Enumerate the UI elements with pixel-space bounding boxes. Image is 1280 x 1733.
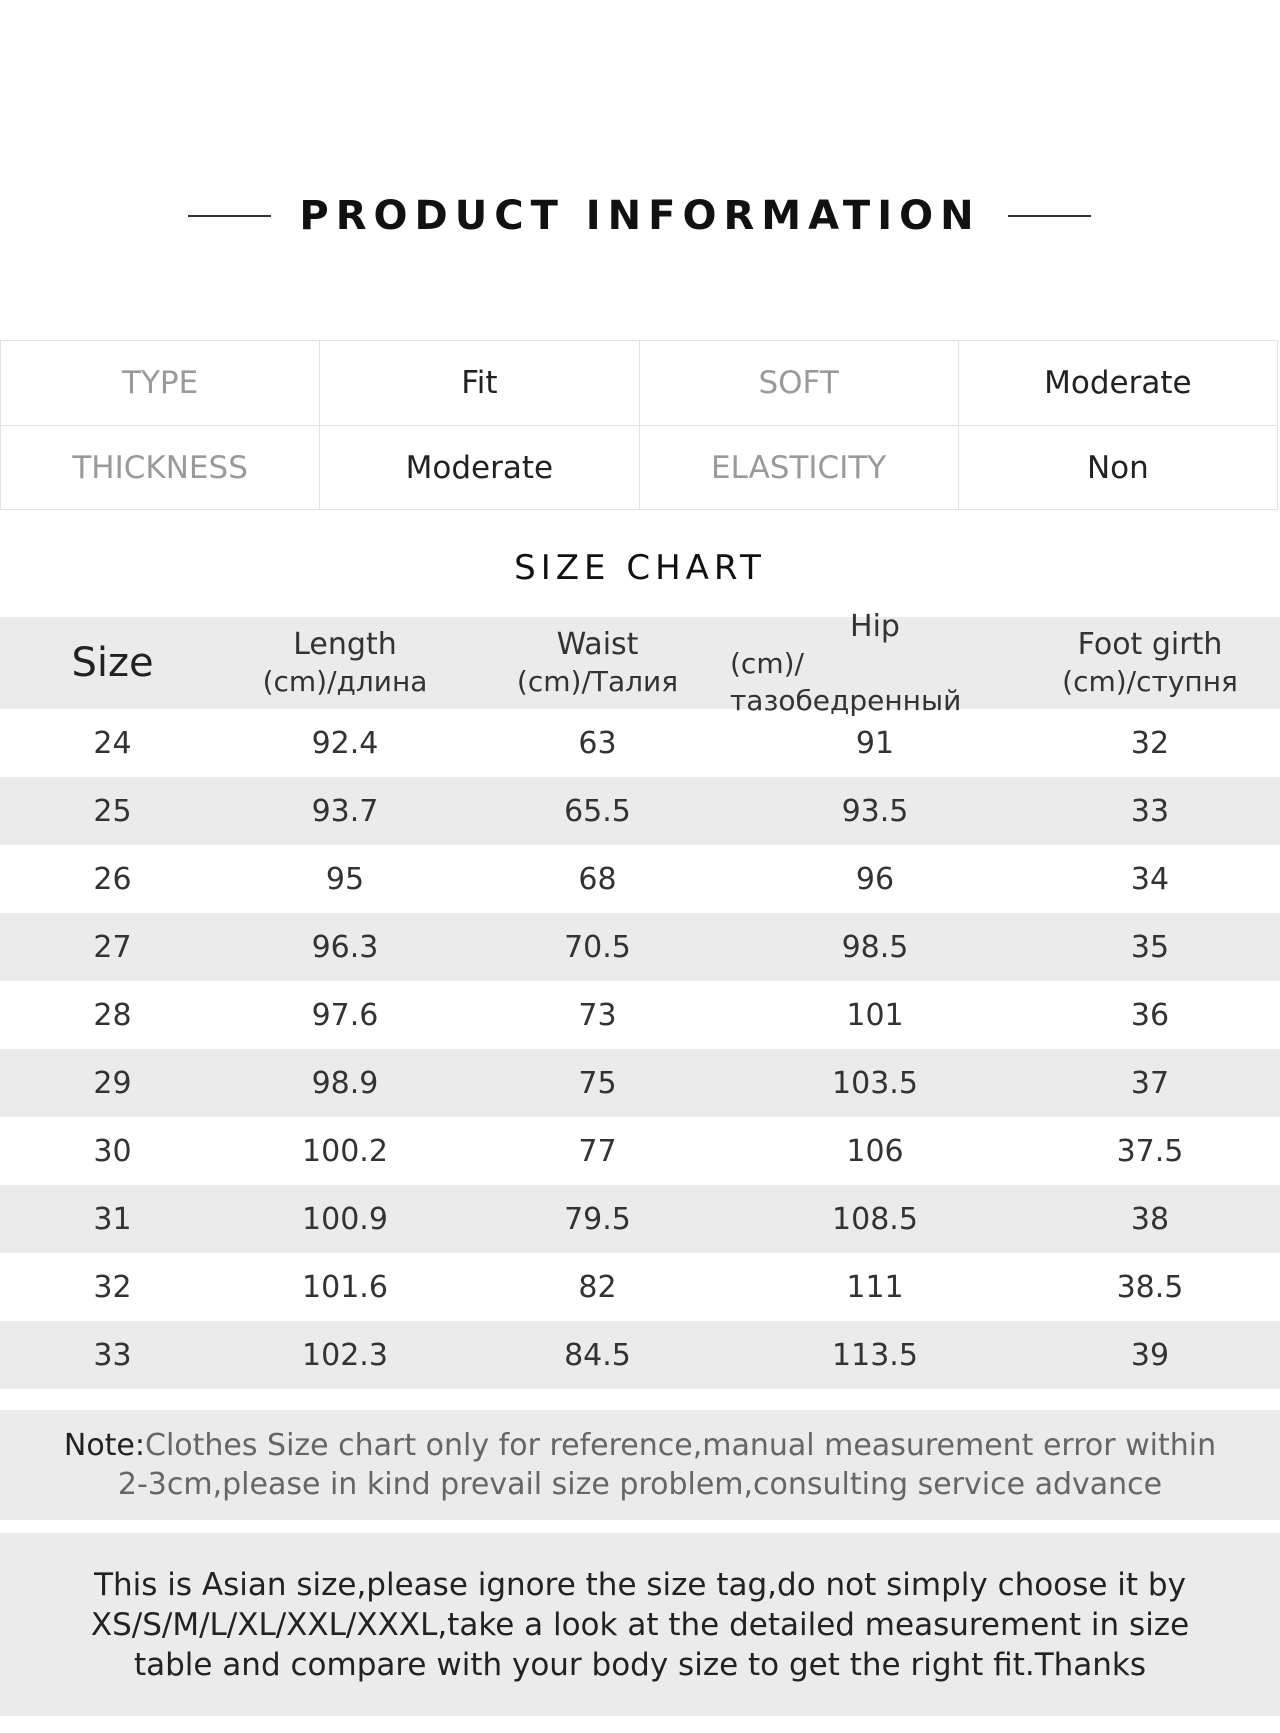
cell-foot-girth: 37.5 (1116, 1133, 1184, 1169)
cell-length: 95 (325, 861, 365, 897)
header-foot-girth-label: Foot girth (1077, 627, 1223, 662)
cell-waist: 70.5 (564, 929, 631, 965)
header-hip-unit: (cm)/тазобедренный (730, 646, 962, 717)
header-waist (465, 617, 730, 709)
cell-size: 32 (93, 1269, 132, 1305)
cell-length: 98.9 (311, 1065, 379, 1101)
header-length-label: Length (293, 627, 397, 662)
section-title (0, 186, 1280, 246)
attribute-label-thickness: THICKNESS (72, 450, 248, 486)
note-line-1 (64, 1426, 1216, 1465)
cell-length: 102.3 (302, 1337, 388, 1373)
asian-note-line-2: XS/S/M/L/XL/XXL/XXXL,take a look at the detailed measurement in size (90, 1606, 1190, 1643)
cell-size: 28 (93, 997, 132, 1033)
cell-foot-girth: 33 (1130, 793, 1170, 829)
cell-waist: 75 (578, 1065, 617, 1101)
size-chart-table (0, 608, 1280, 1389)
note-label: Note: (63, 1428, 145, 1463)
cell-hip: 93.5 (841, 793, 909, 829)
header-size (0, 617, 225, 709)
table-row (0, 777, 1280, 845)
cell-hip: 91 (855, 725, 895, 761)
cell-hip: 106 (846, 1133, 904, 1169)
measurement-note (0, 1410, 1280, 1520)
cell-foot-girth: 39 (1130, 1337, 1170, 1373)
cell-size: 31 (93, 1201, 132, 1237)
note-text-1: Clothes Size chart only for reference,manual measurement error within (145, 1428, 1217, 1463)
cell-waist: 63 (578, 725, 617, 761)
cell-foot-girth: 35 (1130, 929, 1170, 965)
cell-foot-girth: 38.5 (1116, 1269, 1184, 1305)
attribute-label-type: TYPE (122, 365, 199, 401)
size-chart-heading: SIZE CHART (514, 548, 766, 588)
asian-note-line-1: This is Asian size,please ignore the size tag,do not simply choose it by (94, 1566, 1186, 1603)
cell-length: 100.2 (302, 1133, 388, 1169)
cell-hip: 101 (846, 997, 904, 1033)
cell-foot-girth: 36 (1130, 997, 1170, 1033)
cell-foot-girth: 32 (1130, 725, 1170, 761)
header-hip (730, 608, 1020, 717)
attribute-label-elasticity: ELASTICITY (639, 426, 958, 510)
cell-waist: 77 (578, 1133, 617, 1169)
asian-size-note (0, 1533, 1280, 1716)
cell-waist: 84.5 (564, 1337, 631, 1373)
cell-hip: 96 (855, 861, 895, 897)
cell-length: 97.6 (311, 997, 379, 1033)
cell-size: 33 (93, 1337, 132, 1373)
attribute-label-soft: SOFT (639, 341, 958, 425)
note-text-2: 2-3cm,please in kind prevail size problem,consulting service advance (117, 1467, 1163, 1502)
cell-length: 101.6 (302, 1269, 388, 1305)
table-row (0, 1321, 1280, 1389)
cell-length: 96.3 (311, 929, 379, 965)
cell-hip: 113.5 (832, 1337, 918, 1373)
size-chart-header-row (0, 608, 1280, 717)
attribute-value-soft: Moderate (958, 341, 1277, 425)
cell-hip: 103.5 (832, 1065, 918, 1101)
cell-hip: 108.5 (832, 1201, 918, 1237)
page-title: PRODUCT INFORMATION (299, 193, 981, 239)
table-row (0, 1117, 1280, 1185)
cell-hip: 98.5 (841, 929, 909, 965)
cell-size: 25 (93, 793, 132, 829)
header-waist-unit: (cm)/Талия (516, 665, 679, 698)
attribute-value-thickness: Moderate (319, 426, 638, 510)
product-attributes-table (0, 340, 1278, 510)
table-row (0, 1049, 1280, 1117)
table-row (0, 845, 1280, 913)
size-chart-body (0, 709, 1280, 1389)
cell-foot-girth: 34 (1130, 861, 1170, 897)
asian-note-line-3: table and compare with your body size to get the right fit.Thanks (133, 1646, 1147, 1683)
table-row (0, 1253, 1280, 1321)
attribute-value-type: Fit (319, 341, 638, 425)
header-hip-label: Hip (850, 608, 900, 644)
cell-length: 93.7 (311, 793, 379, 829)
cell-hip: 111 (846, 1269, 904, 1305)
header-foot-girth (1020, 617, 1280, 709)
cell-size: 30 (93, 1133, 132, 1169)
cell-foot-girth: 37 (1130, 1065, 1170, 1101)
header-waist-label: Waist (556, 627, 639, 662)
cell-waist: 73 (578, 997, 617, 1033)
cell-waist: 82 (578, 1269, 617, 1305)
header-length-unit: (cm)/длина (262, 665, 428, 698)
cell-waist: 65.5 (564, 793, 631, 829)
attribute-row (1, 341, 1277, 425)
cell-foot-girth: 38 (1130, 1201, 1170, 1237)
table-row (0, 981, 1280, 1049)
cell-waist: 79.5 (564, 1201, 631, 1237)
cell-size: 27 (93, 929, 132, 965)
table-row (0, 913, 1280, 981)
table-row (0, 709, 1280, 777)
attribute-value-elasticity: Non (958, 426, 1277, 510)
header-foot-girth-unit: (cm)/ступня (1062, 665, 1238, 698)
header-length (225, 617, 465, 709)
cell-size: 29 (93, 1065, 132, 1101)
cell-length: 100.9 (302, 1201, 388, 1237)
cell-length: 92.4 (311, 725, 379, 761)
table-row (0, 1185, 1280, 1253)
cell-waist: 68 (578, 861, 617, 897)
header-size-label: Size (71, 639, 154, 686)
attribute-row (1, 425, 1277, 510)
title-divider-right (1008, 215, 1091, 217)
cell-size: 24 (93, 725, 132, 761)
cell-size: 26 (93, 861, 132, 897)
